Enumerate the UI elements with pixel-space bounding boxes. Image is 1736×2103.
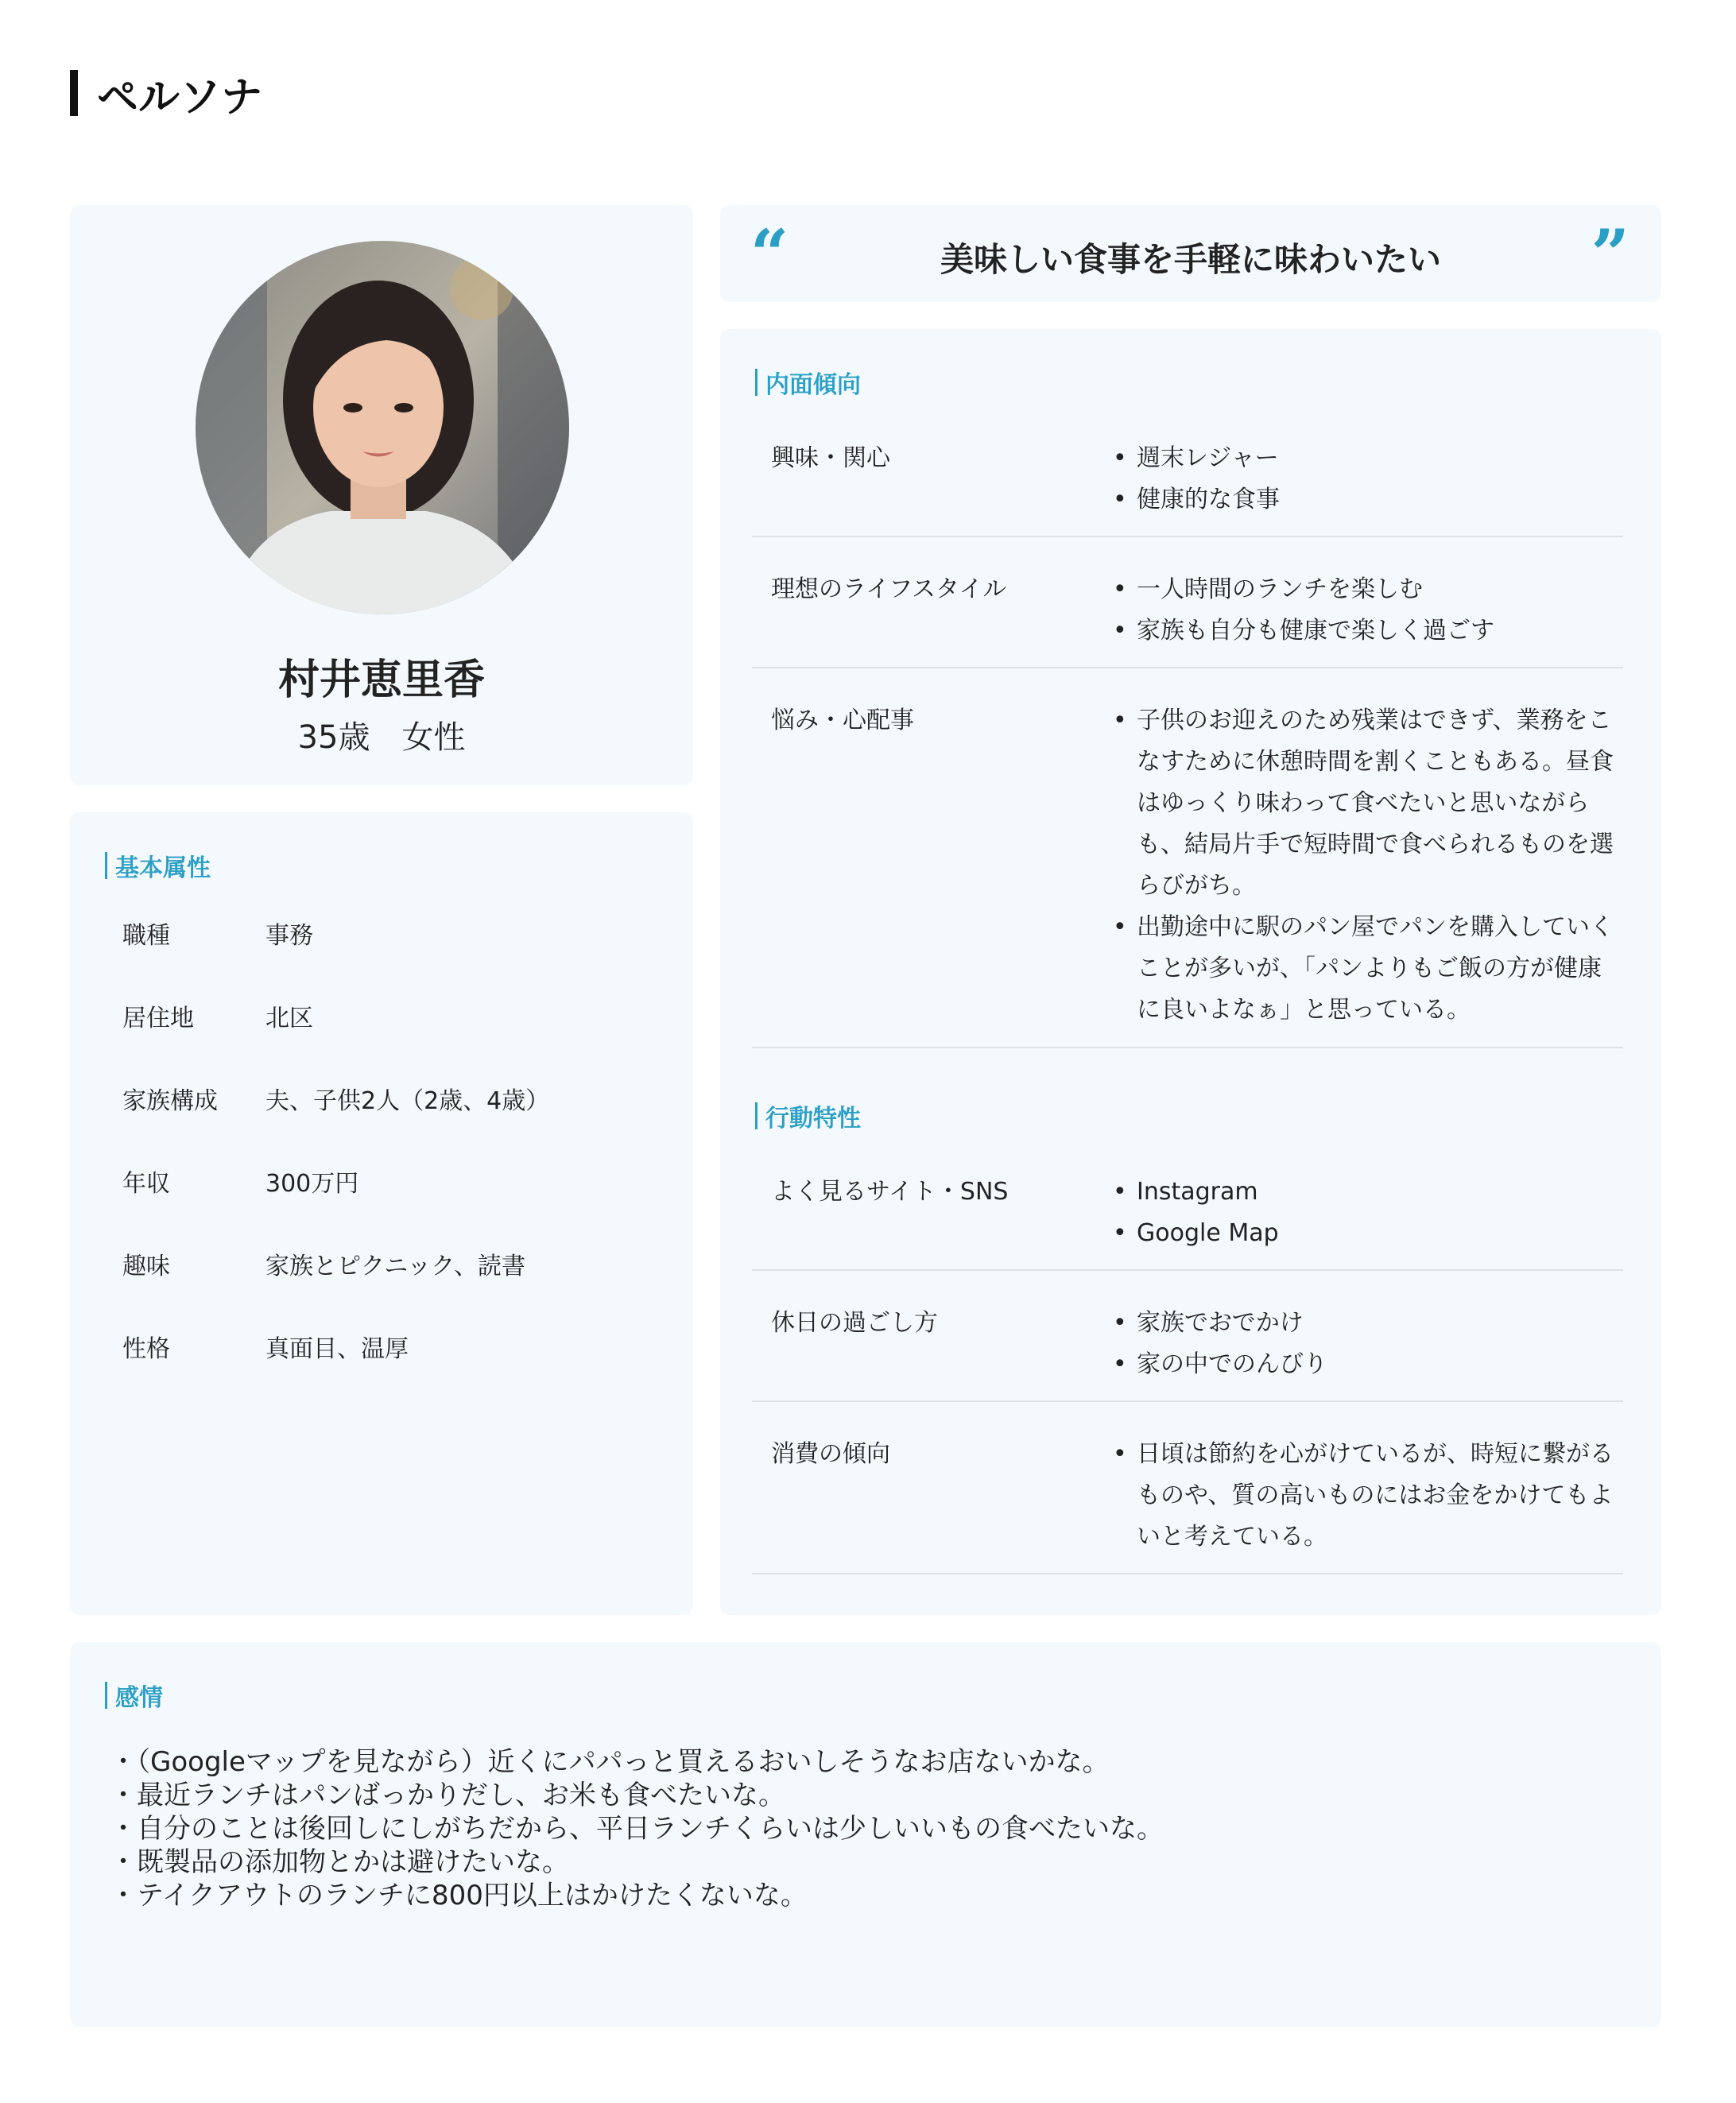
attribute-key: 家族構成 (122, 1087, 218, 1115)
attribute-row (122, 1081, 549, 1164)
trait-value: • 一人時間のランチを楽しむ (1113, 569, 1623, 610)
heading-bar (755, 369, 758, 396)
behavior-heading (755, 1098, 861, 1133)
attributes-heading-text: 基本属性 (115, 854, 211, 882)
inner-heading-text: 内面傾向 (765, 371, 861, 399)
trait-row (752, 1402, 1623, 1574)
emotion-line: ・テイクアウトのランチに800円以上はかけたくないな。 (110, 1880, 808, 1911)
trait-row (752, 668, 1623, 1048)
attribute-key: 居住地 (122, 1005, 194, 1032)
attributes-heading (105, 848, 211, 883)
inner-heading (755, 365, 861, 400)
trait-value: • 家族でおでかけ (1113, 1303, 1623, 1344)
emotion-heading (105, 1678, 163, 1713)
persona-name: 村井恵里香 (277, 656, 485, 704)
emotion-heading-text: 感情 (115, 1684, 163, 1712)
attribute-value: 北区 (265, 1005, 313, 1032)
attribute-key: 年収 (122, 1170, 170, 1198)
close-quote-icon: ” (1591, 215, 1629, 293)
behavior-table (752, 1140, 1623, 1574)
profile-card (70, 205, 693, 785)
trait-values (1113, 569, 1623, 667)
attribute-value: 真面目、温厚 (265, 1335, 409, 1363)
trait-values (1113, 1172, 1623, 1269)
heading-bar (105, 1682, 107, 1709)
trait-value: • 健康的な食事 (1113, 479, 1623, 521)
trait-values (1113, 438, 1623, 536)
attribute-value: 家族とピクニック、読書 (265, 1253, 525, 1280)
attribute-key: 趣味 (122, 1253, 170, 1280)
trait-value: • 家族も自分も健康で楽しく過ごす (1113, 610, 1623, 652)
avatar-photo (196, 241, 569, 614)
trait-value: • 子供のお迎えのため残業はできず、業務をこなすために休憩時間を割くこともある。昼食はゆっくり味わって食べたいと思いながらも、結局片手で短時間で食べられるものを選らびがち。 (1113, 700, 1623, 907)
trait-values (1113, 1434, 1623, 1573)
attributes-list (122, 916, 549, 1412)
quote-text: 美味しい食事を手軽に味わいたい (940, 240, 1441, 279)
page-title (70, 70, 263, 122)
heading-bar (755, 1102, 758, 1129)
emotion-line: ・自分のことは後回しにしがちだから、平日ランチくらいは少しいいもの食べたいな。 (110, 1813, 1164, 1845)
trait-value: • 日頃は節約を心がけているが、時短に繋がるものや、質の高いものにはお金をかけてもよいと考えている。 (1113, 1434, 1623, 1558)
attribute-value: 夫、子供2人（2歳、4歳） (265, 1087, 550, 1115)
trait-label: 理想のライフスタイル (771, 575, 1007, 603)
inner-table (752, 406, 1623, 1048)
attribute-key: 性格 (122, 1335, 170, 1363)
attribute-row (122, 998, 549, 1081)
emotion-card (70, 1642, 1661, 2027)
trait-label: 休日の過ごし方 (771, 1309, 938, 1337)
trait-label: 悩み・心配事 (771, 707, 914, 734)
trait-label: 消費の傾向 (771, 1440, 890, 1468)
trait-row (752, 1271, 1623, 1402)
trait-value: • 出勤途中に駅のパン屋でパンを購入していくことが多いが、「パンよりもご飯の方が健康に良いよなぁ」と思っている。 (1113, 907, 1623, 1031)
trait-value: • 家の中でのんびり (1113, 1344, 1623, 1385)
emotion-line: ・（Googleマップを見ながら）近くにパパっと買えるおいしそうなお店ないかな。 (110, 1746, 1110, 1778)
heading-bar (105, 852, 107, 879)
trait-value: • 週末レジャー (1113, 438, 1623, 479)
trait-value: • Instagram (1113, 1172, 1623, 1213)
trait-row (752, 1140, 1623, 1271)
traits-card (720, 329, 1661, 1615)
trait-row (752, 537, 1623, 668)
behavior-heading-text: 行動特性 (765, 1105, 861, 1133)
trait-label: よく見るサイト・SNS (771, 1178, 1009, 1206)
attribute-row (122, 916, 549, 998)
attribute-value: 事務 (265, 922, 313, 950)
page-title-text: ペルソナ (97, 73, 263, 122)
avatar (196, 241, 569, 614)
attribute-value: 300万円 (265, 1170, 359, 1198)
trait-label: 興味・関心 (771, 444, 890, 472)
open-quote-icon: “ (750, 215, 789, 293)
attributes-card (70, 812, 693, 1615)
attribute-row (122, 1329, 549, 1412)
quote-card (720, 205, 1661, 302)
trait-value: • Google Map (1113, 1213, 1623, 1254)
attribute-row (122, 1246, 549, 1329)
persona-age-gender: 35歳 女性 (297, 719, 466, 756)
title-bar (70, 70, 78, 116)
attribute-key: 職種 (122, 922, 170, 950)
trait-values (1113, 1303, 1623, 1400)
emotion-line: ・最近ランチはパンばっかりだし、お米も食べたいな。 (110, 1780, 785, 1811)
emotion-line: ・既製品の添加物とかは避けたいな。 (110, 1846, 569, 1878)
emotion-list (110, 1745, 1164, 1912)
trait-row (752, 406, 1623, 537)
attribute-row (122, 1164, 549, 1246)
trait-values (1113, 700, 1623, 1047)
